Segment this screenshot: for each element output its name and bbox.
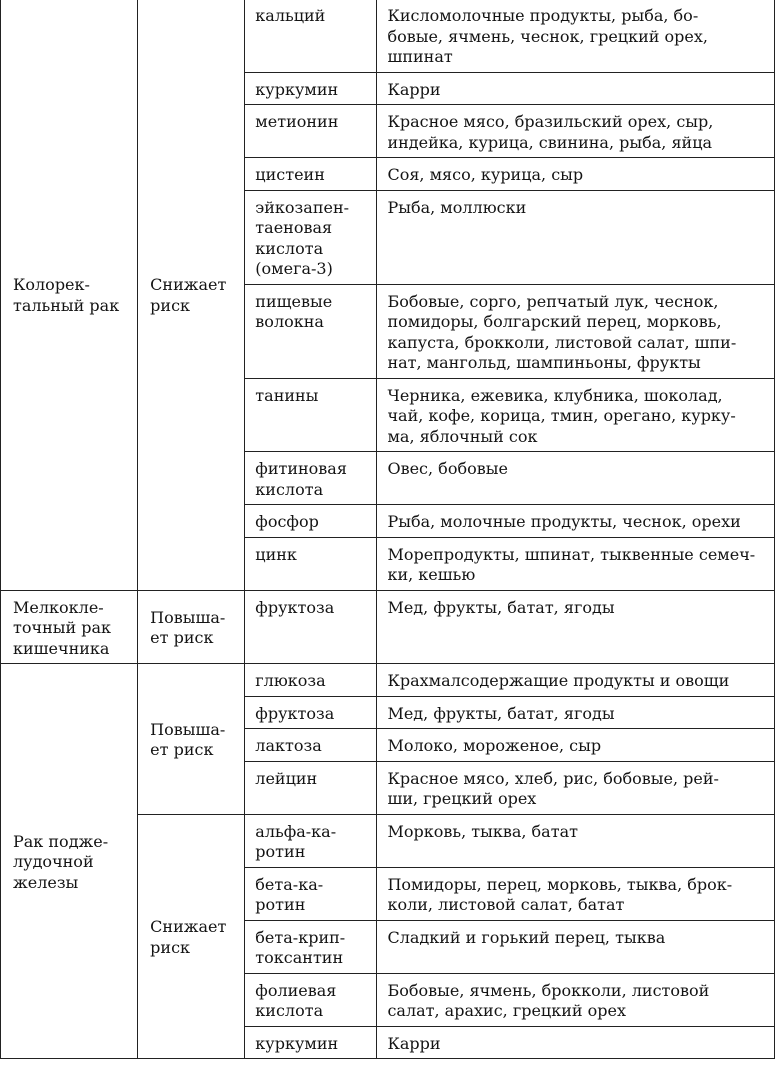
risk-effect-cell: Снижает риск bbox=[138, 814, 245, 1059]
nutrient-cell: фруктоза bbox=[245, 696, 377, 729]
table-row bbox=[1, 0, 775, 72]
nutrient-cell: цинк bbox=[245, 537, 377, 590]
nutrient-cell: лактоза bbox=[245, 729, 377, 762]
nutrient-cell: глюкоза bbox=[245, 664, 377, 697]
cancer-type-cell: Колорек- тальный рак bbox=[1, 0, 138, 590]
risk-effect-cell: Повыша- ет риск bbox=[138, 590, 245, 664]
food-sources-cell: Крахмалсодержащие продукты и овощи bbox=[377, 664, 775, 697]
risk-effect-cell: Снижает риск bbox=[138, 0, 245, 590]
food-sources-cell: Бобовые, ячмень, брокколи, листовой салат, арахис, грецкий орех bbox=[377, 973, 775, 1026]
food-sources-cell: Морковь, тыква, батат bbox=[377, 814, 775, 867]
food-sources-cell: Сладкий и горький перец, тыква bbox=[377, 920, 775, 973]
nutrient-cell: танины bbox=[245, 378, 377, 452]
food-sources-cell: Красное мясо, бразильский орех, сыр, индейка, курица, свинина, рыба, яйца bbox=[377, 105, 775, 158]
risk-effect-cell: Повыша- ет риск bbox=[138, 664, 245, 815]
nutrient-cell: эйкозапен- таеновая кислота (омега-3) bbox=[245, 190, 377, 284]
nutrient-cell: метионин bbox=[245, 105, 377, 158]
food-sources-cell: Красное мясо, хлеб, рис, бобовые, рей- ши, грецкий орех bbox=[377, 761, 775, 814]
nutrient-cell: фосфор bbox=[245, 505, 377, 538]
food-sources-cell: Соя, мясо, курица, сыр bbox=[377, 158, 775, 191]
nutrient-cell: бета-крип- токсантин bbox=[245, 920, 377, 973]
cancer-type-cell: Рак подже- лудочной железы bbox=[1, 664, 138, 1059]
nutrient-cell: фолиевая кислота bbox=[245, 973, 377, 1026]
food-sources-cell: Рыба, моллюски bbox=[377, 190, 775, 284]
nutrient-cell: бета-ка- ротин bbox=[245, 867, 377, 920]
food-sources-cell: Помидоры, перец, морковь, тыква, брок- коли, листовой салат, батат bbox=[377, 867, 775, 920]
food-sources-cell: Молоко, мороженое, сыр bbox=[377, 729, 775, 762]
food-sources-cell: Бобовые, сорго, репчатый лук, чеснок, помидоры, болгарский перец, морковь, капуста, брокколи, листовой салат, шпи- нат, мангольд, шампиньоны, фрукты bbox=[377, 284, 775, 378]
food-sources-cell: Карри bbox=[377, 1026, 775, 1059]
table-row bbox=[1, 590, 775, 664]
food-sources-cell: Морепродукты, шпинат, тыквенные семеч- ки, кешью bbox=[377, 537, 775, 590]
food-sources-cell: Черника, ежевика, клубника, шоколад, чай, кофе, корица, тмин, орегано, курку- ма, яблочный сок bbox=[377, 378, 775, 452]
nutrient-cell: фитиновая кислота bbox=[245, 452, 377, 505]
table-row bbox=[1, 664, 775, 697]
food-sources-cell: Мед, фрукты, батат, ягоды bbox=[377, 696, 775, 729]
food-sources-cell: Кисломолочные продукты, рыба, бо- бовые, ячмень, чеснок, грецкий орех, шпинат bbox=[377, 0, 775, 72]
food-sources-cell: Карри bbox=[377, 72, 775, 105]
nutrient-cell: куркумин bbox=[245, 72, 377, 105]
nutrient-cell: лейцин bbox=[245, 761, 377, 814]
nutrient-cell: фруктоза bbox=[245, 590, 377, 664]
table-body bbox=[1, 0, 775, 1059]
nutrient-cell: куркумин bbox=[245, 1026, 377, 1059]
food-sources-cell: Рыба, молочные продукты, чеснок, орехи bbox=[377, 505, 775, 538]
food-sources-cell: Мед, фрукты, батат, ягоды bbox=[377, 590, 775, 664]
nutrient-cell: кальций bbox=[245, 0, 377, 72]
nutrient-cell: цистеин bbox=[245, 158, 377, 191]
food-sources-cell: Овес, бобовые bbox=[377, 452, 775, 505]
nutrient-cell: пищевые волокна bbox=[245, 284, 377, 378]
cancer-type-cell: Мелкокле- точный рак кишечника bbox=[1, 590, 138, 664]
nutrient-cell: альфа-ка- ротин bbox=[245, 814, 377, 867]
